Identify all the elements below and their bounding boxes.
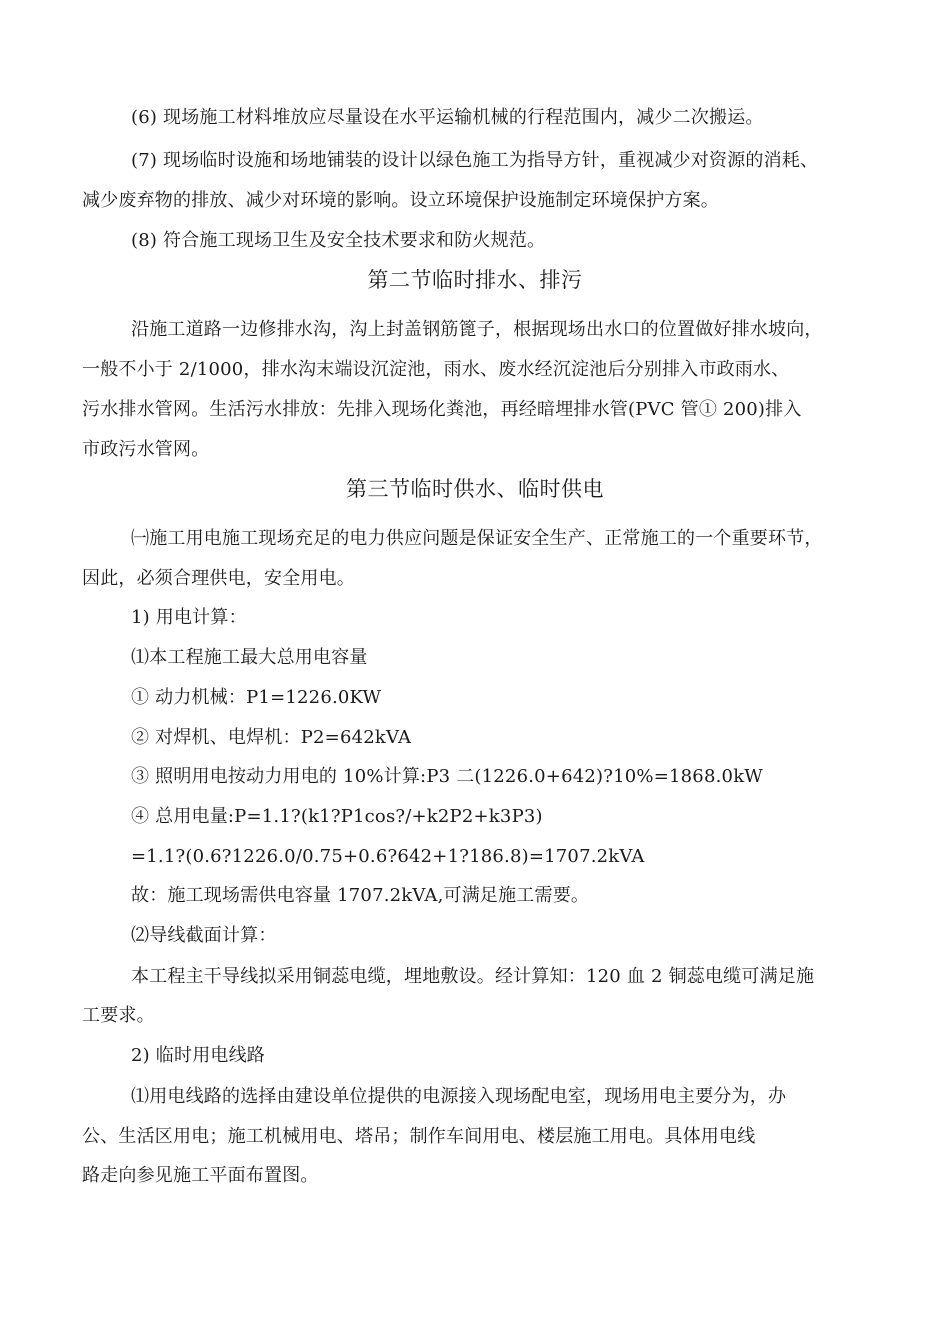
list-item-max-capacity: ⑴本工程施工最大总用电容量 xyxy=(131,647,368,668)
paragraph-conclusion: 故：施工现场需供电容量 1707.2kVA,可满足施工需要。 xyxy=(131,885,590,906)
paragraph-lines: ⑴用电线路的选择由建设单位提供的电源接入现场配电室，现场用电主要分为，办 xyxy=(131,1086,787,1107)
paragraph-item-7: (7) 现场临时设施和场地铺装的设计以绿色施工为指导方针，重视减少对资源的消耗、 xyxy=(131,150,819,171)
paragraph-drainage-cont-1: 一般不小于 2/1000，排水沟末端设沉淀池，雨水、废水经沉淀池后分别排入市政雨水、 xyxy=(82,359,790,380)
list-item-wire-section: ⑵导线截面计算： xyxy=(131,925,277,946)
section-heading-drainage: 第二节临时排水、排污 xyxy=(367,268,583,292)
paragraph-power-intro: ㈠施工用电施工现场充足的电力供应问题是保证安全生产、正常施工的一个重要环节， xyxy=(131,528,823,549)
list-item-total-power: ④ 总用电量:P=1.1?(k1?P1cos?/+k2P2+k3P3) xyxy=(131,806,543,827)
list-item-temp-lines: 2) 临时用电线路 xyxy=(131,1045,265,1066)
paragraph-wire: 本工程主干导线拟采用铜蕊电缆，埋地敷设。经计算知：120 血 2 铜蕊电缆可满足施 xyxy=(131,966,815,987)
paragraph-power-intro-cont: 因此，必须合理供电，安全用电。 xyxy=(82,568,355,589)
paragraph-lines-cont-2: 路走向参见施工平面布置图。 xyxy=(82,1165,319,1186)
list-item-power-machinery: ① 动力机械：P1=1226.0KW xyxy=(131,687,382,708)
section-heading-water-power: 第三节临时供水、临时供电 xyxy=(346,477,604,501)
paragraph-item-8: (8) 符合施工现场卫生及安全技术要求和防火规范。 xyxy=(131,230,546,251)
list-item-power-calc: 1) 用电计算： xyxy=(131,607,247,628)
list-item-welders: ② 对焊机、电焊机：P2=642kVA xyxy=(131,727,412,748)
paragraph-drainage: 沿施工道路一边修排水沟，沟上封盖钢筋篦子，根据现场出水口的位置做好排水坡向， xyxy=(131,319,823,340)
paragraph-item-7-cont: 减少废弃物的排放、减少对环境的影响。设立环境保护设施制定环境保护方案。 xyxy=(82,190,719,211)
paragraph-lines-cont-1: 公、生活区用电；施工机械用电、塔吊；制作车间用电、楼层施工用电。具体用电线 xyxy=(82,1126,756,1147)
formula-result: =1.1?(0.6?1226.0/0.75+0.6?642+1?186.8)=1707.2kVA xyxy=(131,846,645,867)
paragraph-drainage-cont-2: 污水排水管网。生活污水排放：先排入现场化粪池，再经暗埋排水管(PVC 管① 200)排入 xyxy=(82,399,802,420)
paragraph-item-6: (6) 现场施工材料堆放应尽量设在水平运输机械的行程范围内，减少二次搬运。 xyxy=(131,107,764,128)
list-item-lighting: ③ 照明用电按动力用电的 10%计算:P3 二(1226.0+642)?10%=1868.0kW xyxy=(131,766,763,787)
paragraph-wire-cont: 工要求。 xyxy=(82,1005,155,1026)
paragraph-drainage-cont-3: 市政污水管网。 xyxy=(82,439,210,460)
